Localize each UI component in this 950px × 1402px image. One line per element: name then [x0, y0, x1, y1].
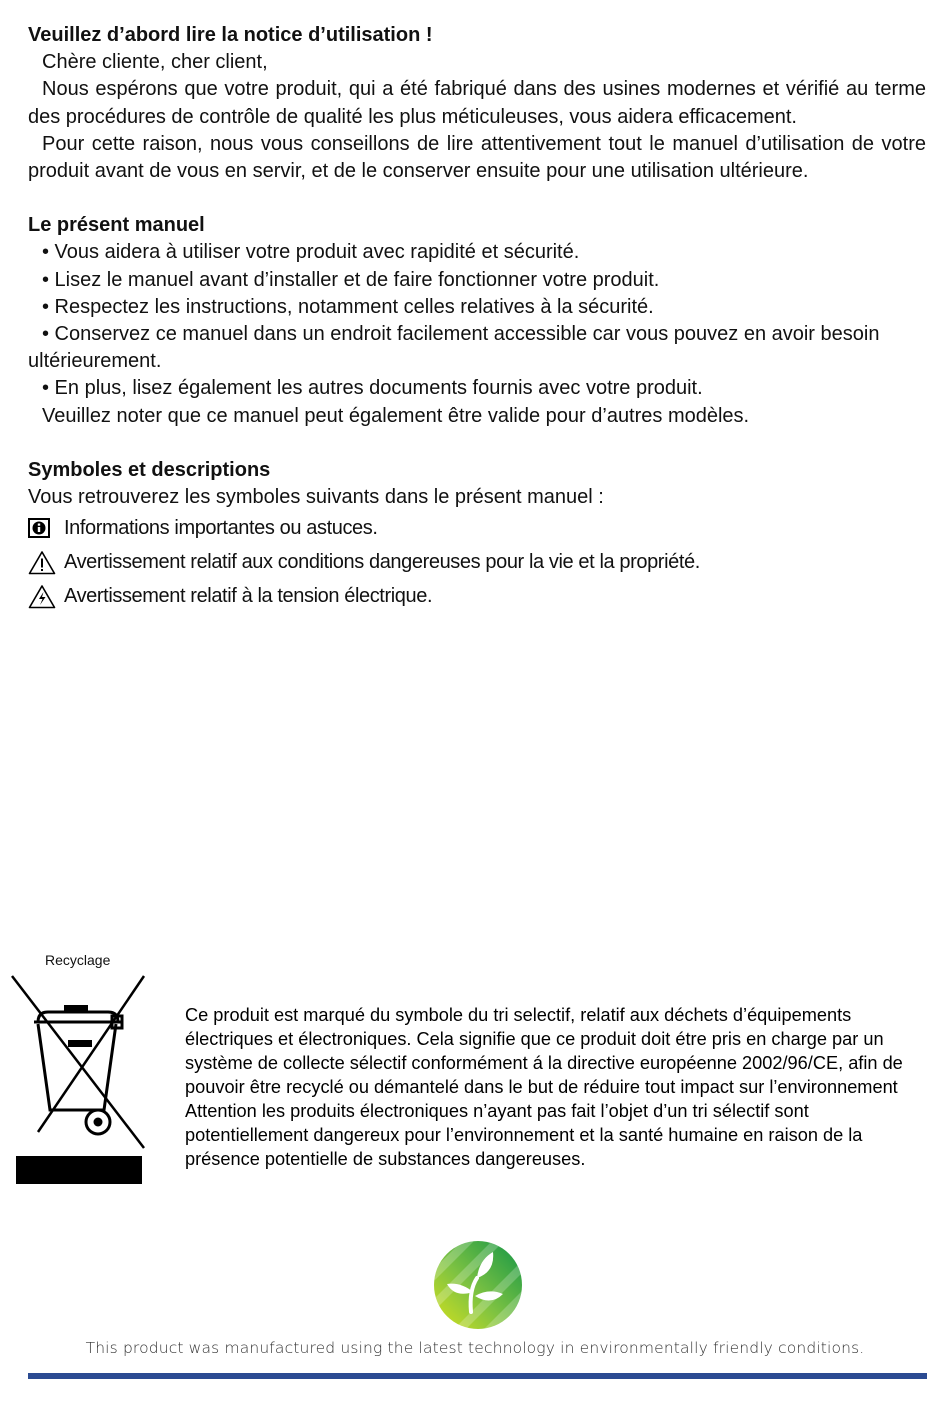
list-item: • Vous aidera à utiliser votre produit avec rapidité et sécurité. [42, 241, 580, 264]
list-item: • Lisez le manuel avant d’installer et de faire fonctionner votre produit. [42, 268, 660, 291]
intro-heading: Veuillez d’abord lire la notice d’utilisation ! [28, 24, 433, 46]
crossed-out-bin-icon [8, 972, 148, 1184]
symbols-intro: Vous retrouverez les symboles suivants dans le présent manuel : [28, 486, 604, 509]
list-item: • En plus, lisez également les autres documents fournis avec votre produit. [42, 377, 703, 400]
recycling-label: Recyclage [45, 952, 111, 968]
manual-bullet-list [28, 239, 926, 402]
warning-icon [28, 549, 58, 575]
intro-paragraph-1: Nous espérons que votre produit, qui a été fabriqué dans des usines modernes et vérifié au terme des procédures de contrôle de qualité les plus méticuleuses, vous aidera efficacement. [28, 78, 926, 128]
salutation: Chère cliente, cher client, [42, 51, 268, 74]
footer-bar [28, 1373, 927, 1379]
manual-heading: Le présent manuel [28, 214, 205, 237]
symbol-row-warning [28, 545, 926, 579]
symbol-info-text: Informations importantes ou astuces. [64, 516, 378, 539]
electric-warning-icon [28, 583, 58, 609]
symbol-row-electric [28, 579, 926, 613]
symbol-warning-text: Avertissement relatif aux conditions dangereuses pour la vie et la propriété. [64, 550, 700, 573]
symbol-electric-text: Avertissement relatif à la tension électrique. [64, 584, 433, 607]
manual-note: Veuillez noter que ce manuel peut également être valide pour d’autres modèles. [42, 404, 750, 427]
eco-leaf-icon [433, 1240, 523, 1330]
info-icon [28, 515, 58, 541]
intro-paragraph-2: Pour cette raison, nous vous conseillons de lire attentivement tout le manuel d’utilisation de votre produit avant de vous en servir, et de le conserver ensuite pour une utilisation ultérieure. [28, 132, 926, 183]
main-content [28, 22, 926, 613]
list-item: • Respectez les instructions, notamment celles relatives à la sécurité. [42, 295, 654, 318]
footer-text: This product was manufactured using the latest technology in environmentally friendly conditions. [85, 1339, 865, 1357]
recycling-text: Ce produit est marqué du symbole du tri selectif, relatif aux déchets d’équipements électriques et électroniques. Cela signifie que ce produit doit étre pris en charge par un système de collecte sélectif conformément á la directive européenne 2002/96/CE, afin de pouvoir être recyclé ou démantelé dans le but de réduire tout impact sur l’environnement Attention les produits électroniques n’ayant pas fait l’objet d’un tri sélectif sont potentiellement dangereux pour l’environnement et la santé humaine en raison de la présence potentielle de substances dangereuses. [185, 1005, 903, 1169]
symbols-heading: Symboles et descriptions [28, 458, 271, 481]
list-item: • Conservez ce manuel dans un endroit facilement accessible car vous pouvez en avoir besoin ultérieurement. [28, 323, 880, 373]
symbol-row-info [28, 511, 926, 545]
